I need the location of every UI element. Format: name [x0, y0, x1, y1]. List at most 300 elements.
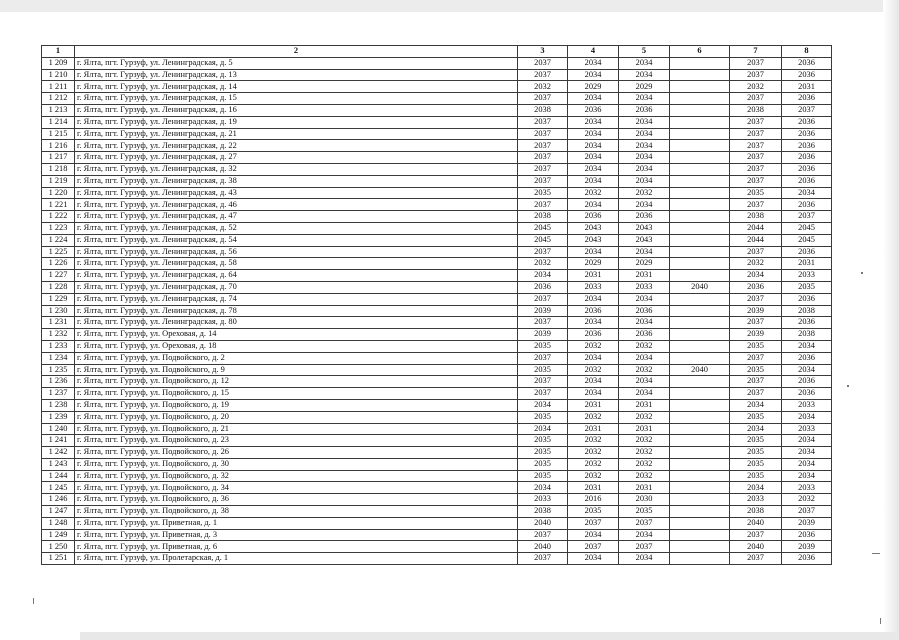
header-cell-col7: 7 [730, 46, 782, 58]
cell-value-col3: 2037 [518, 199, 568, 211]
cell-address: г. Ялта, пгт. Гурзуф, ул. Подвойского, д. 12 [75, 376, 518, 388]
cell-value-col7: 2035 [730, 340, 782, 352]
cell-row-number: 1 251 [42, 553, 75, 565]
table-row [42, 529, 832, 541]
table-row [42, 388, 832, 400]
cell-address: г. Ялта, пгт. Гурзуф, ул. Подвойского, д. 19 [75, 399, 518, 411]
cell-value-col4: 2043 [568, 234, 619, 246]
cell-address: г. Ялта, пгт. Гурзуф, ул. Подвойского, д. 30 [75, 458, 518, 470]
cell-value-col3: 2037 [518, 553, 568, 565]
table-row [42, 293, 832, 305]
cell-address: г. Ялта, пгт. Гурзуф, ул. Ленинградская, д. 64 [75, 270, 518, 282]
cell-value-col6 [670, 187, 730, 199]
cell-value-col7: 2037 [730, 293, 782, 305]
cell-value-col3: 2035 [518, 364, 568, 376]
header-cell-col1: 1 [42, 46, 75, 58]
cell-value-col3: 2035 [518, 411, 568, 423]
cell-value-col7: 2035 [730, 470, 782, 482]
cell-value-col5: 2036 [619, 104, 670, 116]
cell-value-col3: 2038 [518, 211, 568, 223]
cell-value-col4: 2034 [568, 352, 619, 364]
cell-value-col4: 2032 [568, 187, 619, 199]
cell-value-col4: 2037 [568, 517, 619, 529]
cell-value-col6 [670, 57, 730, 69]
table-row [42, 305, 832, 317]
cell-value-col5: 2034 [619, 246, 670, 258]
cell-value-col4: 2036 [568, 211, 619, 223]
cell-value-col8: 2034 [782, 364, 832, 376]
cell-row-number: 1 228 [42, 281, 75, 293]
cell-value-col3: 2032 [518, 258, 568, 270]
cell-value-col6 [670, 447, 730, 459]
cell-value-col4: 2031 [568, 399, 619, 411]
scan-right-edge [883, 0, 899, 640]
table-row [42, 116, 832, 128]
table-row [42, 187, 832, 199]
cell-address: г. Ялта, пгт. Гурзуф, ул. Ленинградская, д. 74 [75, 293, 518, 305]
cell-address: г. Ялта, пгт. Гурзуф, ул. Ленинградская, д. 52 [75, 222, 518, 234]
cell-value-col3: 2037 [518, 388, 568, 400]
cell-value-col5: 2029 [619, 81, 670, 93]
cell-value-col5: 2037 [619, 541, 670, 553]
cell-address: г. Ялта, пгт. Гурзуф, ул. Подвойского, д. 9 [75, 364, 518, 376]
cell-address: г. Ялта, пгт. Гурзуф, ул. Ленинградская, д. 38 [75, 175, 518, 187]
table-row [42, 411, 832, 423]
cell-row-number: 1 241 [42, 435, 75, 447]
table-row [42, 104, 832, 116]
cell-value-col7: 2039 [730, 305, 782, 317]
cell-value-col4: 2016 [568, 494, 619, 506]
table-row [42, 364, 832, 376]
cell-value-col5: 2034 [619, 140, 670, 152]
cell-address: г. Ялта, пгт. Гурзуф, ул. Ленинградская, д. 54 [75, 234, 518, 246]
cell-row-number: 1 243 [42, 458, 75, 470]
cell-value-col8: 2036 [782, 163, 832, 175]
cell-value-col3: 2035 [518, 187, 568, 199]
cell-value-col4: 2034 [568, 152, 619, 164]
cell-value-col7: 2037 [730, 553, 782, 565]
cell-value-col7: 2035 [730, 411, 782, 423]
cell-value-col5: 2034 [619, 293, 670, 305]
cell-address: г. Ялта, пгт. Гурзуф, ул. Ленинградская, д. 80 [75, 317, 518, 329]
table-row [42, 175, 832, 187]
cell-value-col5: 2032 [619, 340, 670, 352]
cell-value-col7: 2034 [730, 270, 782, 282]
table-row [42, 128, 832, 140]
cell-value-col6 [670, 175, 730, 187]
table-row [42, 281, 832, 293]
cell-value-col4: 2037 [568, 541, 619, 553]
cell-value-col5: 2036 [619, 305, 670, 317]
cell-value-col8: 2033 [782, 423, 832, 435]
table-row [42, 517, 832, 529]
table-row [42, 57, 832, 69]
cell-value-col8: 2036 [782, 93, 832, 105]
header-cell-col6: 6 [670, 46, 730, 58]
cell-value-col3: 2037 [518, 529, 568, 541]
table-row [42, 340, 832, 352]
cell-value-col3: 2045 [518, 234, 568, 246]
cell-value-col5: 2031 [619, 423, 670, 435]
cell-value-col5: 2034 [619, 352, 670, 364]
cell-value-col3: 2037 [518, 163, 568, 175]
cell-value-col6 [670, 423, 730, 435]
cell-value-col7: 2037 [730, 152, 782, 164]
cell-value-col3: 2032 [518, 81, 568, 93]
cell-value-col4: 2032 [568, 447, 619, 459]
cell-row-number: 1 209 [42, 57, 75, 69]
cell-value-col6 [670, 517, 730, 529]
cell-value-col3: 2034 [518, 399, 568, 411]
cell-value-col4: 2034 [568, 140, 619, 152]
cell-value-col7: 2034 [730, 482, 782, 494]
cell-row-number: 1 239 [42, 411, 75, 423]
header-cell-col5: 5 [619, 46, 670, 58]
cell-row-number: 1 238 [42, 399, 75, 411]
cell-value-col7: 2037 [730, 93, 782, 105]
cell-row-number: 1 225 [42, 246, 75, 258]
cell-value-col8: 2031 [782, 81, 832, 93]
cell-value-col3: 2037 [518, 152, 568, 164]
cell-row-number: 1 250 [42, 541, 75, 553]
cell-value-col4: 2034 [568, 317, 619, 329]
cell-value-col8: 2039 [782, 517, 832, 529]
header-cell-col2: 2 [75, 46, 518, 58]
table-row [42, 93, 832, 105]
cell-value-col8: 2036 [782, 388, 832, 400]
scan-speck [880, 618, 881, 624]
cell-value-col6 [670, 116, 730, 128]
table-row [42, 470, 832, 482]
cell-row-number: 1 240 [42, 423, 75, 435]
cell-value-col8: 2036 [782, 128, 832, 140]
cell-row-number: 1 216 [42, 140, 75, 152]
cell-value-col5: 2032 [619, 470, 670, 482]
cell-value-col3: 2035 [518, 447, 568, 459]
table-body [42, 46, 832, 565]
cell-value-col8: 2039 [782, 541, 832, 553]
cell-value-col6 [670, 270, 730, 282]
cell-value-col4: 2036 [568, 329, 619, 341]
cell-row-number: 1 249 [42, 529, 75, 541]
cell-value-col4: 2034 [568, 93, 619, 105]
cell-value-col3: 2039 [518, 329, 568, 341]
cell-value-col5: 2031 [619, 399, 670, 411]
cell-value-col8: 2034 [782, 447, 832, 459]
cell-value-col3: 2037 [518, 246, 568, 258]
cell-value-col8: 2036 [782, 175, 832, 187]
cell-value-col5: 2034 [619, 69, 670, 81]
table-row [42, 163, 832, 175]
cell-value-col5: 2031 [619, 482, 670, 494]
cell-value-col5: 2033 [619, 281, 670, 293]
cell-value-col6 [670, 376, 730, 388]
cell-row-number: 1 210 [42, 69, 75, 81]
cell-value-col7: 2037 [730, 199, 782, 211]
cell-value-col6: 2040 [670, 364, 730, 376]
cell-value-col5: 2032 [619, 458, 670, 470]
cell-address: г. Ялта, пгт. Гурзуф, ул. Ленинградская, д. 56 [75, 246, 518, 258]
cell-value-col3: 2045 [518, 222, 568, 234]
cell-value-col5: 2034 [619, 163, 670, 175]
header-cell-col8: 8 [782, 46, 832, 58]
cell-address: г. Ялта, пгт. Гурзуф, ул. Ленинградская, д. 47 [75, 211, 518, 223]
cell-value-col3: 2035 [518, 435, 568, 447]
cell-value-col7: 2037 [730, 116, 782, 128]
cell-value-col7: 2044 [730, 222, 782, 234]
cell-row-number: 1 248 [42, 517, 75, 529]
cell-value-col3: 2040 [518, 517, 568, 529]
cell-value-col6 [670, 352, 730, 364]
cell-value-col7: 2036 [730, 281, 782, 293]
cell-value-col4: 2043 [568, 222, 619, 234]
cell-value-col8: 2036 [782, 199, 832, 211]
cell-value-col7: 2034 [730, 399, 782, 411]
cell-value-col5: 2036 [619, 329, 670, 341]
scan-bottom-edge [80, 632, 899, 640]
cell-address: г. Ялта, пгт. Гурзуф, ул. Приветная, д. 1 [75, 517, 518, 529]
cell-row-number: 1 234 [42, 352, 75, 364]
cell-address: г. Ялта, пгт. Гурзуф, ул. Приветная, д. 6 [75, 541, 518, 553]
cell-address: г. Ялта, пгт. Гурзуф, ул. Ленинградская, д. 13 [75, 69, 518, 81]
cell-value-col3: 2035 [518, 340, 568, 352]
cell-value-col6 [670, 234, 730, 246]
cell-value-col3: 2039 [518, 305, 568, 317]
cell-value-col6 [670, 199, 730, 211]
cell-address: г. Ялта, пгт. Гурзуф, ул. Пролетарская, д. 1 [75, 553, 518, 565]
cell-value-col4: 2034 [568, 529, 619, 541]
cell-value-col8: 2037 [782, 506, 832, 518]
cell-value-col8: 2036 [782, 69, 832, 81]
cell-address: г. Ялта, пгт. Гурзуф, ул. Ленинградская, д. 43 [75, 187, 518, 199]
cell-value-col8: 2034 [782, 340, 832, 352]
cell-value-col6 [670, 104, 730, 116]
cell-address: г. Ялта, пгт. Гурзуф, ул. Ленинградская, д. 46 [75, 199, 518, 211]
cell-value-col8: 2036 [782, 293, 832, 305]
cell-value-col6 [670, 553, 730, 565]
cell-row-number: 1 230 [42, 305, 75, 317]
scan-top-edge [0, 0, 899, 12]
cell-value-col3: 2038 [518, 104, 568, 116]
cell-value-col7: 2040 [730, 517, 782, 529]
cell-value-col5: 2034 [619, 199, 670, 211]
cell-value-col4: 2034 [568, 553, 619, 565]
cell-value-col4: 2034 [568, 175, 619, 187]
cell-value-col8: 2036 [782, 152, 832, 164]
cell-value-col7: 2037 [730, 163, 782, 175]
cell-value-col7: 2034 [730, 423, 782, 435]
cell-address: г. Ялта, пгт. Гурзуф, ул. Ленинградская, д. 22 [75, 140, 518, 152]
cell-value-col6 [670, 305, 730, 317]
cell-address: г. Ялта, пгт. Гурзуф, ул. Ленинградская, д. 27 [75, 152, 518, 164]
cell-value-col8: 2036 [782, 140, 832, 152]
cell-value-col6 [670, 399, 730, 411]
cell-value-col6 [670, 458, 730, 470]
cell-row-number: 1 237 [42, 388, 75, 400]
cell-address: г. Ялта, пгт. Гурзуф, ул. Ореховая, д. 18 [75, 340, 518, 352]
table-row [42, 234, 832, 246]
cell-value-col6 [670, 411, 730, 423]
cell-value-col5: 2034 [619, 128, 670, 140]
table-row [42, 423, 832, 435]
cell-value-col5: 2034 [619, 529, 670, 541]
table-row [42, 81, 832, 93]
cell-row-number: 1 227 [42, 270, 75, 282]
cell-address: г. Ялта, пгт. Гурзуф, ул. Приветная, д. 3 [75, 529, 518, 541]
cell-value-col5: 2029 [619, 258, 670, 270]
table-row [42, 399, 832, 411]
cell-row-number: 1 215 [42, 128, 75, 140]
table-row [42, 317, 832, 329]
cell-address: г. Ялта, пгт. Гурзуф, ул. Ореховая, д. 14 [75, 329, 518, 341]
cell-value-col7: 2033 [730, 494, 782, 506]
cell-address: г. Ялта, пгт. Гурзуф, ул. Ленинградская, д. 21 [75, 128, 518, 140]
table-row [42, 329, 832, 341]
cell-value-col4: 2032 [568, 340, 619, 352]
cell-value-col7: 2037 [730, 57, 782, 69]
cell-value-col4: 2032 [568, 470, 619, 482]
cell-value-col7: 2044 [730, 234, 782, 246]
cell-value-col7: 2035 [730, 187, 782, 199]
cell-value-col7: 2037 [730, 529, 782, 541]
cell-value-col7: 2037 [730, 317, 782, 329]
scan-speck [847, 385, 849, 387]
cell-row-number: 1 229 [42, 293, 75, 305]
table-row [42, 152, 832, 164]
cell-value-col8: 2045 [782, 222, 832, 234]
cell-value-col4: 2034 [568, 199, 619, 211]
cell-value-col4: 2029 [568, 81, 619, 93]
cell-row-number: 1 220 [42, 187, 75, 199]
cell-value-col8: 2038 [782, 305, 832, 317]
cell-value-col6 [670, 128, 730, 140]
cell-address: г. Ялта, пгт. Гурзуф, ул. Ленинградская, д. 58 [75, 258, 518, 270]
cell-value-col3: 2037 [518, 93, 568, 105]
cell-address: г. Ялта, пгт. Гурзуф, ул. Подвойского, д. 20 [75, 411, 518, 423]
cell-row-number: 1 218 [42, 163, 75, 175]
header-cell-col4: 4 [568, 46, 619, 58]
cell-value-col4: 2034 [568, 293, 619, 305]
table-row [42, 199, 832, 211]
cell-value-col5: 2037 [619, 517, 670, 529]
cell-value-col8: 2037 [782, 104, 832, 116]
cell-value-col3: 2037 [518, 352, 568, 364]
table-row [42, 222, 832, 234]
cell-row-number: 1 219 [42, 175, 75, 187]
table-row [42, 211, 832, 223]
cell-row-number: 1 232 [42, 329, 75, 341]
cell-value-col8: 2034 [782, 411, 832, 423]
cell-value-col8: 2033 [782, 270, 832, 282]
cell-value-col5: 2036 [619, 211, 670, 223]
cell-row-number: 1 231 [42, 317, 75, 329]
cell-value-col3: 2040 [518, 541, 568, 553]
cell-value-col4: 2031 [568, 270, 619, 282]
cell-value-col7: 2035 [730, 435, 782, 447]
cell-value-col6 [670, 163, 730, 175]
cell-value-col5: 2031 [619, 270, 670, 282]
cell-value-col5: 2035 [619, 506, 670, 518]
cell-address: г. Ялта, пгт. Гурзуф, ул. Ленинградская, д. 5 [75, 57, 518, 69]
cell-value-col5: 2032 [619, 447, 670, 459]
cell-value-col3: 2036 [518, 281, 568, 293]
cell-value-col3: 2033 [518, 494, 568, 506]
cell-value-col4: 2036 [568, 305, 619, 317]
table-row [42, 435, 832, 447]
cell-value-col6 [670, 529, 730, 541]
cell-address: г. Ялта, пгт. Гурзуф, ул. Ленинградская, д. 70 [75, 281, 518, 293]
cell-value-col5: 2034 [619, 116, 670, 128]
cell-value-col6 [670, 435, 730, 447]
cell-value-col5: 2034 [619, 376, 670, 388]
cell-value-col3: 2034 [518, 423, 568, 435]
cell-value-col6 [670, 494, 730, 506]
cell-value-col7: 2039 [730, 329, 782, 341]
cell-row-number: 1 235 [42, 364, 75, 376]
cell-value-col6 [670, 541, 730, 553]
cell-value-col4: 2032 [568, 458, 619, 470]
cell-value-col4: 2034 [568, 128, 619, 140]
cell-address: г. Ялта, пгт. Гурзуф, ул. Подвойского, д. 26 [75, 447, 518, 459]
cell-row-number: 1 214 [42, 116, 75, 128]
cell-value-col4: 2032 [568, 435, 619, 447]
cell-row-number: 1 224 [42, 234, 75, 246]
cell-value-col8: 2045 [782, 234, 832, 246]
cell-value-col6 [670, 329, 730, 341]
cell-value-col4: 2031 [568, 423, 619, 435]
cell-value-col6 [670, 69, 730, 81]
table-row [42, 270, 832, 282]
cell-value-col6 [670, 388, 730, 400]
cell-value-col5: 2030 [619, 494, 670, 506]
cell-value-col7: 2035 [730, 458, 782, 470]
cell-row-number: 1 212 [42, 93, 75, 105]
table-row [42, 258, 832, 270]
cell-value-col7: 2037 [730, 140, 782, 152]
table-row [42, 482, 832, 494]
cell-row-number: 1 242 [42, 447, 75, 459]
cell-value-col6 [670, 81, 730, 93]
cell-value-col4: 2032 [568, 364, 619, 376]
cell-value-col6 [670, 258, 730, 270]
cell-row-number: 1 244 [42, 470, 75, 482]
cell-value-col7: 2037 [730, 246, 782, 258]
cell-value-col8: 2036 [782, 529, 832, 541]
cell-address: г. Ялта, пгт. Гурзуф, ул. Подвойского, д. 23 [75, 435, 518, 447]
table-row [42, 494, 832, 506]
table-row [42, 458, 832, 470]
cell-value-col3: 2035 [518, 458, 568, 470]
cell-value-col6 [670, 470, 730, 482]
cell-value-col8: 2034 [782, 187, 832, 199]
cell-value-col7: 2037 [730, 388, 782, 400]
cell-value-col5: 2034 [619, 152, 670, 164]
cell-value-col3: 2034 [518, 270, 568, 282]
cell-value-col5: 2032 [619, 364, 670, 376]
cell-value-col7: 2037 [730, 376, 782, 388]
cell-value-col5: 2034 [619, 175, 670, 187]
cell-row-number: 1 221 [42, 199, 75, 211]
cell-value-col3: 2037 [518, 293, 568, 305]
cell-value-col3: 2037 [518, 175, 568, 187]
cell-value-col7: 2032 [730, 81, 782, 93]
cell-value-col5: 2032 [619, 435, 670, 447]
cell-value-col3: 2037 [518, 116, 568, 128]
cell-value-col8: 2032 [782, 494, 832, 506]
cell-value-col4: 2035 [568, 506, 619, 518]
cell-value-col3: 2037 [518, 317, 568, 329]
schedule-table [41, 45, 832, 565]
